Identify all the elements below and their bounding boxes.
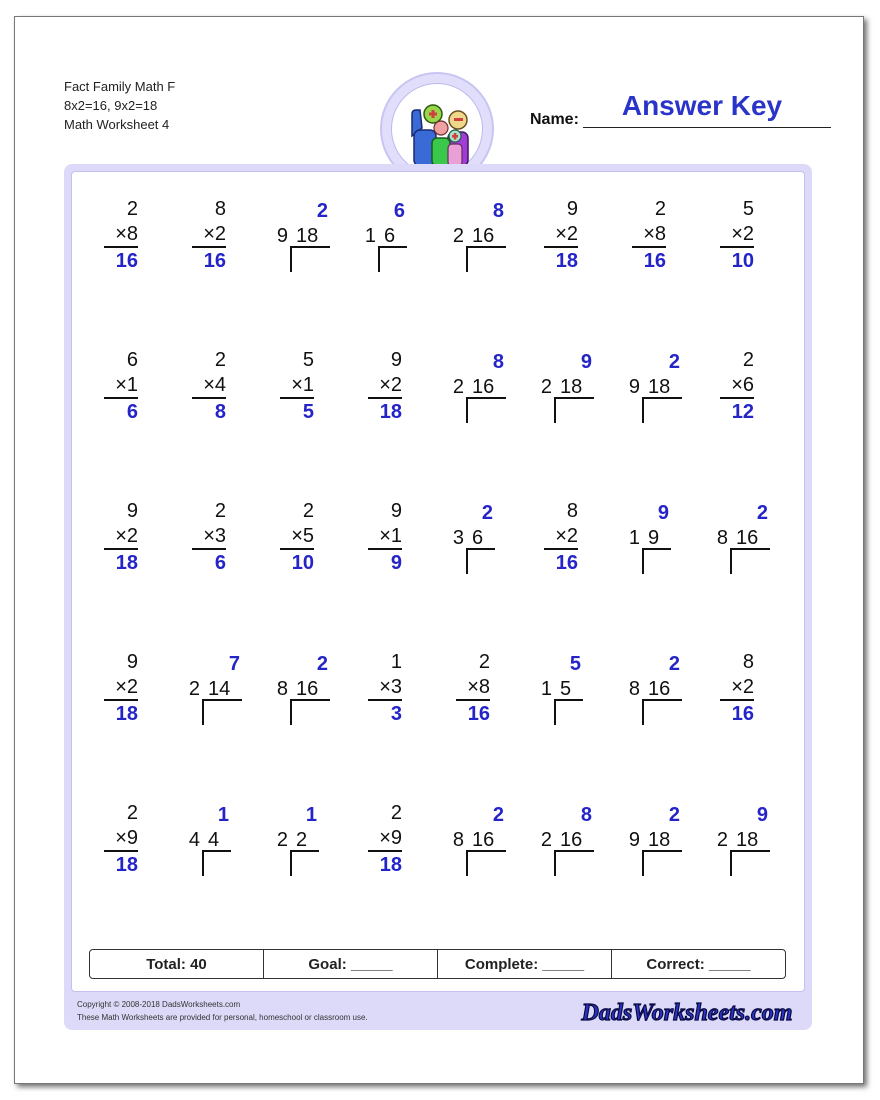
answer: 3 bbox=[390, 703, 402, 725]
quotient: 2 bbox=[316, 653, 328, 675]
division-bracket bbox=[202, 850, 231, 876]
dividend: 9 bbox=[648, 527, 660, 549]
multiplicand: 5 bbox=[302, 349, 314, 371]
multiplication-problem bbox=[710, 198, 800, 288]
score-bar bbox=[89, 949, 786, 979]
division-bracket bbox=[554, 397, 594, 423]
multiplicand: 5 bbox=[742, 198, 754, 220]
answer: 16 bbox=[731, 703, 754, 725]
worksheet-facts: 8x2=16, 9x2=18 bbox=[64, 98, 158, 113]
division-bracket bbox=[466, 548, 495, 574]
multiplicand: 2 bbox=[214, 500, 226, 522]
division-bracket bbox=[642, 397, 682, 423]
correct-field[interactable]: Correct: _____ bbox=[646, 955, 751, 973]
dividend: 16 bbox=[472, 376, 495, 398]
division-problem bbox=[622, 802, 712, 892]
divisor: 3 bbox=[452, 527, 464, 549]
product-rule bbox=[720, 246, 754, 248]
multiplier-value: 5 bbox=[302, 525, 314, 547]
dadsworksheets-logo bbox=[578, 996, 796, 1028]
divisor: 1 bbox=[540, 678, 552, 700]
answer: 6 bbox=[214, 552, 226, 574]
product-rule bbox=[280, 397, 314, 399]
multiplier-value: 2 bbox=[126, 525, 138, 547]
name-label: Name: bbox=[530, 111, 579, 128]
multiplier bbox=[555, 223, 578, 245]
quotient: 2 bbox=[668, 653, 680, 675]
answer: 16 bbox=[643, 250, 666, 272]
quotient: 9 bbox=[756, 804, 768, 826]
division-problem bbox=[446, 500, 536, 590]
family-icon bbox=[392, 84, 484, 176]
answer: 18 bbox=[379, 401, 402, 423]
multiplier bbox=[291, 374, 314, 396]
multiplier bbox=[379, 827, 402, 849]
multiplier bbox=[555, 525, 578, 547]
times-sign: × bbox=[203, 374, 215, 396]
answer-key-title: Answer Key bbox=[621, 90, 783, 121]
division-problem bbox=[182, 802, 272, 892]
multiplier-value: 9 bbox=[126, 827, 138, 849]
divisor: 8 bbox=[628, 678, 640, 700]
multiplicand: 8 bbox=[214, 198, 226, 220]
copyright-text: Copyright © 2008-2018 DadsWorksheets.com bbox=[77, 1000, 241, 1009]
division-bracket bbox=[554, 850, 594, 876]
divisor: 2 bbox=[188, 678, 200, 700]
product-rule bbox=[368, 699, 402, 701]
product-rule bbox=[720, 397, 754, 399]
answer: 16 bbox=[115, 250, 138, 272]
multiplier-value: 3 bbox=[214, 525, 226, 547]
division-problem bbox=[622, 651, 712, 741]
multiplicand: 6 bbox=[126, 349, 138, 371]
answer: 16 bbox=[467, 703, 490, 725]
division-bracket bbox=[290, 850, 319, 876]
multiplicand: 9 bbox=[566, 198, 578, 220]
times-sign: × bbox=[643, 223, 655, 245]
multiplier bbox=[379, 676, 402, 698]
quotient: 2 bbox=[492, 804, 504, 826]
goal-field[interactable]: Goal: _____ bbox=[264, 950, 438, 978]
division-bracket bbox=[466, 850, 506, 876]
divisor: 9 bbox=[628, 376, 640, 398]
answer: 10 bbox=[291, 552, 314, 574]
times-sign: × bbox=[555, 525, 567, 547]
dividend: 5 bbox=[560, 678, 572, 700]
product-rule bbox=[368, 548, 402, 550]
divisor: 8 bbox=[452, 829, 464, 851]
division-bracket bbox=[466, 246, 506, 272]
quotient: 6 bbox=[393, 200, 405, 222]
division-bracket bbox=[466, 397, 506, 423]
multiplication-problem bbox=[94, 198, 184, 288]
multiplicand: 2 bbox=[390, 802, 402, 824]
times-sign: × bbox=[115, 223, 127, 245]
multiplicand: 2 bbox=[654, 198, 666, 220]
multiplier-value: 2 bbox=[566, 525, 578, 547]
multiplication-problem bbox=[710, 651, 800, 741]
division-problem bbox=[270, 651, 360, 741]
multiplier-value: 3 bbox=[390, 676, 402, 698]
answer: 6 bbox=[126, 401, 138, 423]
divisor: 2 bbox=[540, 829, 552, 851]
times-sign: × bbox=[731, 374, 743, 396]
multiplication-problem bbox=[534, 500, 624, 590]
answer: 10 bbox=[731, 250, 754, 272]
division-problem bbox=[710, 500, 800, 590]
divisor: 4 bbox=[188, 829, 200, 851]
dividend: 18 bbox=[736, 829, 759, 851]
division-problem bbox=[446, 802, 536, 892]
multiplier bbox=[467, 676, 490, 698]
multiplier bbox=[115, 676, 138, 698]
quotient: 8 bbox=[580, 804, 592, 826]
multiplicand: 2 bbox=[478, 651, 490, 673]
quotient: 2 bbox=[481, 502, 493, 524]
multiplier bbox=[115, 374, 138, 396]
multiplier-value: 8 bbox=[126, 223, 138, 245]
product-rule bbox=[104, 246, 138, 248]
answer: 16 bbox=[203, 250, 226, 272]
multiplier-value: 2 bbox=[566, 223, 578, 245]
divisor: 2 bbox=[452, 225, 464, 247]
worksheet-title: Fact Family Math F bbox=[64, 79, 176, 94]
division-bracket bbox=[642, 548, 671, 574]
answer: 16 bbox=[555, 552, 578, 574]
multiplication-problem bbox=[182, 500, 272, 590]
division-problem bbox=[622, 500, 712, 590]
multiplication-problem bbox=[358, 802, 448, 892]
multiplicand: 1 bbox=[390, 651, 402, 673]
product-rule bbox=[280, 548, 314, 550]
division-bracket bbox=[290, 699, 330, 725]
multiplier bbox=[115, 827, 138, 849]
quotient: 8 bbox=[492, 200, 504, 222]
name-input-line[interactable] bbox=[583, 127, 831, 128]
multiplier-value: 2 bbox=[742, 676, 754, 698]
times-sign: × bbox=[115, 525, 127, 547]
multiplication-problem bbox=[622, 198, 712, 288]
times-sign: × bbox=[379, 374, 391, 396]
division-problem bbox=[446, 198, 536, 288]
divisor: 2 bbox=[276, 829, 288, 851]
dividend: 18 bbox=[648, 376, 671, 398]
times-sign: × bbox=[203, 223, 215, 245]
multiplier bbox=[203, 525, 226, 547]
worksheet-header bbox=[64, 77, 175, 134]
multiplication-problem bbox=[270, 500, 360, 590]
answer: 9 bbox=[390, 552, 402, 574]
product-rule bbox=[632, 246, 666, 248]
multiplicand: 9 bbox=[390, 349, 402, 371]
divisor: 9 bbox=[628, 829, 640, 851]
multiplicand: 9 bbox=[126, 651, 138, 673]
division-problem bbox=[534, 651, 624, 741]
division-problem bbox=[534, 802, 624, 892]
multiplier bbox=[731, 676, 754, 698]
answer: 12 bbox=[731, 401, 754, 423]
multiplicand: 9 bbox=[390, 500, 402, 522]
division-problem bbox=[182, 651, 272, 741]
multiplier bbox=[115, 525, 138, 547]
multiplier-value: 2 bbox=[126, 676, 138, 698]
product-rule bbox=[104, 850, 138, 852]
multiplier-value: 1 bbox=[126, 374, 138, 396]
quotient: 2 bbox=[756, 502, 768, 524]
answer: 18 bbox=[555, 250, 578, 272]
multiplication-problem bbox=[94, 500, 184, 590]
multiplier bbox=[731, 374, 754, 396]
multiplier-value: 2 bbox=[214, 223, 226, 245]
division-bracket bbox=[554, 699, 583, 725]
multiplier-value: 1 bbox=[302, 374, 314, 396]
dividend: 18 bbox=[296, 225, 319, 247]
multiplication-problem bbox=[94, 802, 184, 892]
product-rule bbox=[192, 548, 226, 550]
worksheet-number: Math Worksheet 4 bbox=[64, 117, 170, 132]
division-problem bbox=[270, 198, 360, 288]
divisor: 8 bbox=[716, 527, 728, 549]
division-bracket bbox=[290, 246, 330, 272]
multiplicand: 2 bbox=[742, 349, 754, 371]
multiplier bbox=[731, 223, 754, 245]
division-bracket bbox=[730, 850, 770, 876]
division-problem bbox=[710, 802, 800, 892]
dividend: 18 bbox=[560, 376, 583, 398]
quotient: 2 bbox=[316, 200, 328, 222]
divisor: 1 bbox=[628, 527, 640, 549]
times-sign: × bbox=[291, 525, 303, 547]
multiplier-value: 6 bbox=[742, 374, 754, 396]
times-sign: × bbox=[555, 223, 567, 245]
product-rule bbox=[104, 548, 138, 550]
multiplicand: 8 bbox=[566, 500, 578, 522]
division-problem bbox=[270, 802, 360, 892]
multiplication-problem bbox=[358, 349, 448, 439]
quotient: 1 bbox=[305, 804, 317, 826]
answer: 5 bbox=[302, 401, 314, 423]
multiplicand: 2 bbox=[214, 349, 226, 371]
dividend: 16 bbox=[296, 678, 319, 700]
product-rule bbox=[104, 699, 138, 701]
division-problem bbox=[622, 349, 712, 439]
multiplier bbox=[203, 223, 226, 245]
multiplication-problem bbox=[534, 198, 624, 288]
divisor: 2 bbox=[540, 376, 552, 398]
quotient: 7 bbox=[228, 653, 240, 675]
multiplication-problem bbox=[182, 349, 272, 439]
answer: 8 bbox=[214, 401, 226, 423]
product-rule bbox=[544, 246, 578, 248]
multiplier bbox=[291, 525, 314, 547]
multiplication-problem bbox=[446, 651, 536, 741]
dividend: 16 bbox=[648, 678, 671, 700]
divisor: 8 bbox=[276, 678, 288, 700]
division-bracket bbox=[730, 548, 770, 574]
multiplier bbox=[115, 223, 138, 245]
product-rule bbox=[720, 699, 754, 701]
division-bracket bbox=[642, 850, 682, 876]
times-sign: × bbox=[115, 676, 127, 698]
dividend: 16 bbox=[560, 829, 583, 851]
division-bracket bbox=[642, 699, 682, 725]
product-rule bbox=[368, 850, 402, 852]
answer: 18 bbox=[115, 552, 138, 574]
answer: 18 bbox=[115, 854, 138, 876]
times-sign: × bbox=[115, 827, 127, 849]
brand-text: DadsWorksheets.com bbox=[581, 1000, 793, 1026]
usage-notice: These Math Worksheets are provided for personal, homeschool or classroom use. bbox=[77, 1013, 368, 1022]
multiplicand: 9 bbox=[126, 500, 138, 522]
answer: 18 bbox=[115, 703, 138, 725]
times-sign: × bbox=[379, 676, 391, 698]
multiplication-problem bbox=[270, 349, 360, 439]
total-count: Total: 40 bbox=[90, 950, 264, 978]
times-sign: × bbox=[379, 827, 391, 849]
division-bracket bbox=[202, 699, 242, 725]
product-rule bbox=[368, 397, 402, 399]
times-sign: × bbox=[467, 676, 479, 698]
multiplier-value: 8 bbox=[478, 676, 490, 698]
divisor: 1 bbox=[364, 225, 376, 247]
multiplication-problem bbox=[358, 651, 448, 741]
division-problem bbox=[446, 349, 536, 439]
times-sign: × bbox=[379, 525, 391, 547]
multiplier bbox=[379, 374, 402, 396]
quotient: 1 bbox=[217, 804, 229, 826]
times-sign: × bbox=[291, 374, 303, 396]
multiplier-value: 8 bbox=[654, 223, 666, 245]
quotient: 2 bbox=[668, 804, 680, 826]
dividend: 6 bbox=[472, 527, 484, 549]
multiplier-value: 2 bbox=[742, 223, 754, 245]
multiplication-problem bbox=[358, 500, 448, 590]
times-sign: × bbox=[203, 525, 215, 547]
multiplication-problem bbox=[94, 349, 184, 439]
times-sign: × bbox=[731, 223, 743, 245]
dividend: 4 bbox=[208, 829, 220, 851]
answer: 18 bbox=[379, 854, 402, 876]
multiplicand: 2 bbox=[126, 802, 138, 824]
multiplier-value: 2 bbox=[390, 374, 402, 396]
complete-field[interactable]: Complete: _____ bbox=[438, 950, 612, 978]
division-bracket bbox=[378, 246, 407, 272]
quotient: 8 bbox=[492, 351, 504, 373]
multiplication-problem bbox=[94, 651, 184, 741]
quotient: 9 bbox=[657, 502, 669, 524]
multiplier bbox=[203, 374, 226, 396]
multiplicand: 2 bbox=[302, 500, 314, 522]
product-rule bbox=[192, 397, 226, 399]
product-rule bbox=[104, 397, 138, 399]
dividend: 16 bbox=[472, 225, 495, 247]
dividend: 6 bbox=[384, 225, 396, 247]
product-rule bbox=[456, 699, 490, 701]
times-sign: × bbox=[115, 374, 127, 396]
division-problem bbox=[534, 349, 624, 439]
product-rule bbox=[192, 246, 226, 248]
multiplier bbox=[379, 525, 402, 547]
multiplier-value: 9 bbox=[390, 827, 402, 849]
dividend: 18 bbox=[648, 829, 671, 851]
dividend: 2 bbox=[296, 829, 308, 851]
footer-copyright bbox=[77, 998, 368, 1024]
multiplicand: 8 bbox=[742, 651, 754, 673]
times-sign: × bbox=[731, 676, 743, 698]
product-rule bbox=[544, 548, 578, 550]
multiplicand: 2 bbox=[126, 198, 138, 220]
multiplication-problem bbox=[182, 198, 272, 288]
quotient: 9 bbox=[580, 351, 592, 373]
divisor: 2 bbox=[452, 376, 464, 398]
quotient: 2 bbox=[668, 351, 680, 373]
multiplier bbox=[643, 223, 666, 245]
dividend: 16 bbox=[736, 527, 759, 549]
multiplication-problem bbox=[710, 349, 800, 439]
divisor: 9 bbox=[276, 225, 288, 247]
multiplier-value: 1 bbox=[390, 525, 402, 547]
division-problem bbox=[358, 198, 448, 288]
divisor: 2 bbox=[716, 829, 728, 851]
dividend: 14 bbox=[208, 678, 231, 700]
quotient: 5 bbox=[569, 653, 581, 675]
dividend: 16 bbox=[472, 829, 495, 851]
multiplier-value: 4 bbox=[214, 374, 226, 396]
